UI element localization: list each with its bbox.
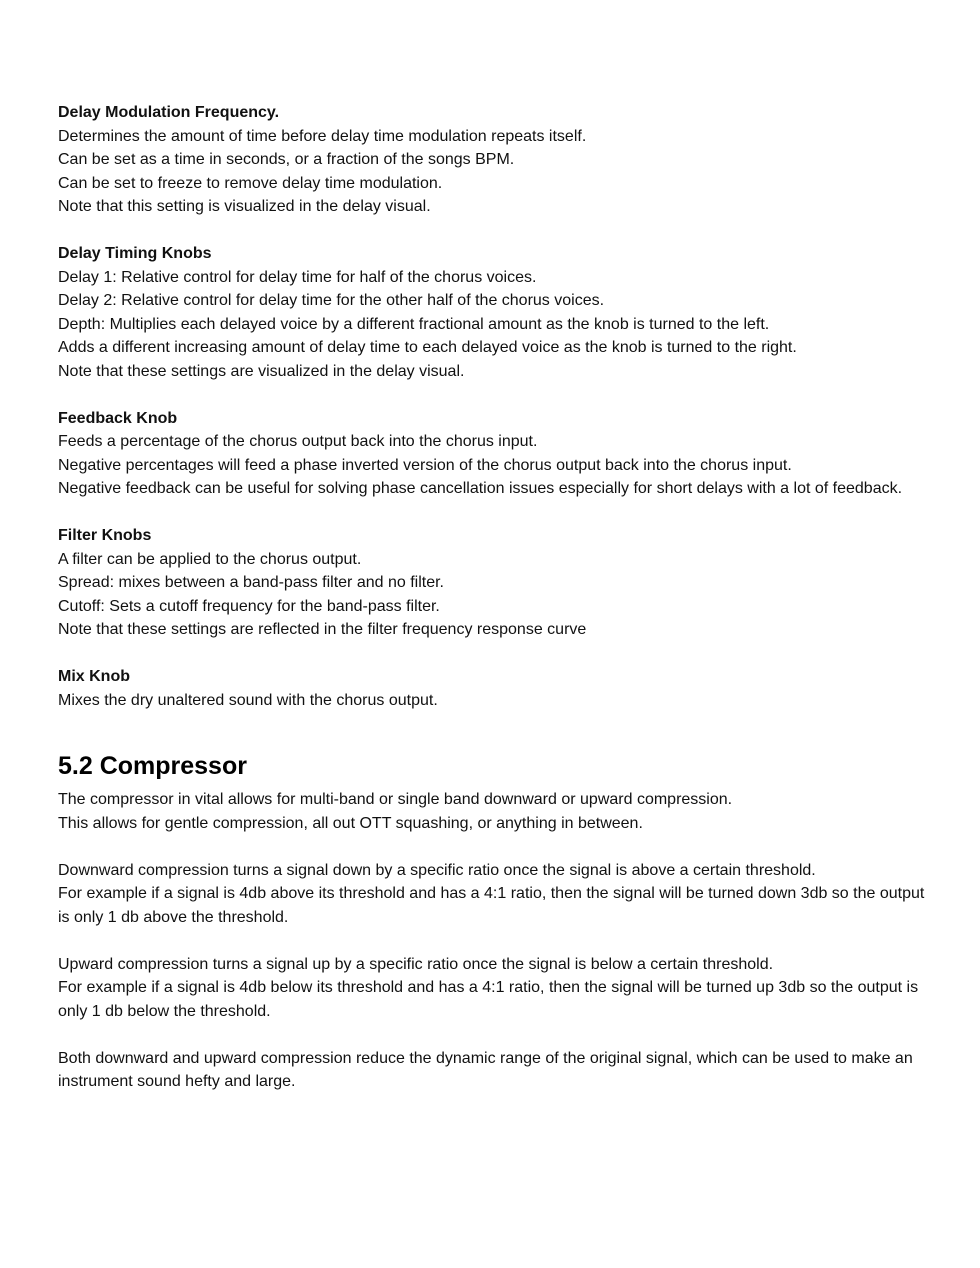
section-line: Negative feedback can be useful for solving phase cancellation issues especially for short delays with a lot of feedback. — [58, 480, 903, 497]
paragraph-line: Upward compression turns a signal up by a specific ratio once the signal is below a certain threshold. — [58, 955, 774, 973]
section-line: Depth: Multiplies each delayed voice by a different fractional amount as the knob is turned to the left. — [58, 315, 770, 333]
section-title: Filter Knobs — [58, 527, 152, 544]
section-line: A filter can be applied to the chorus output. — [58, 550, 362, 568]
section-line: Negative percentages will feed a phase inverted version of the chorus output back into the chorus input. — [58, 456, 792, 474]
section-line: Determines the amount of time before delay time modulation repeats itself. — [58, 127, 587, 145]
section-line: Note that this setting is visualized in the delay visual. — [58, 198, 431, 215]
section-line: Adds a different increasing amount of delay time to each delayed voice as the knob is turned to the right. — [58, 339, 797, 356]
section-line: Delay 2: Relative control for delay time for the other half of the chorus voices. — [58, 292, 605, 309]
section-line: Mixes the dry unaltered sound with the chorus output. — [58, 691, 438, 709]
section-title: Delay Modulation Frequency. — [58, 104, 280, 121]
section-delay-modulation-frequency — [58, 101, 928, 219]
section-delay-timing-knobs — [58, 242, 928, 383]
paragraph-line: For example if a signal is 4db above its threshold and has a 4:1 ratio, then the signal will be turned down 3db so the output is only 1 db above the threshold. — [58, 885, 925, 926]
paragraph-line: Downward compression turns a signal down by a specific ratio once the signal is above a certain threshold. — [58, 861, 816, 879]
section-feedback-knob — [58, 407, 928, 501]
section-line: Can be set to freeze to remove delay time modulation. — [58, 174, 443, 192]
section-line: Can be set as a time in seconds, or a fraction of the songs BPM. — [58, 151, 515, 168]
compressor-paragraph — [58, 953, 928, 1024]
section-title: Feedback Knob — [58, 409, 178, 427]
paragraph-line: Both downward and upward compression reduce the dynamic range of the original signal, which can be used to make an instrument sound hefty and large. — [58, 1049, 913, 1090]
chapter-heading-compressor: 5.2 Compressor — [58, 752, 247, 780]
document-page — [58, 101, 928, 1117]
paragraph-line: For example if a signal is 4db below its threshold and has a 4:1 ratio, then the signal will be turned up 3db so the output is only 1 db below the threshold. — [58, 979, 919, 1020]
section-title: Mix Knob — [58, 668, 130, 685]
compressor-paragraph — [58, 1047, 928, 1094]
section-line: Note that these settings are visualized in the delay visual. — [58, 362, 465, 380]
section-line: Cutoff: Sets a cutoff frequency for the band-pass filter. — [58, 597, 440, 615]
paragraph-line: This allows for gentle compression, all out OTT squashing, or anything in between. — [58, 814, 643, 832]
section-filter-knobs — [58, 524, 928, 642]
paragraph-line: The compressor in vital allows for multi-band or single band downward or upward compression. — [58, 791, 733, 808]
section-line: Delay 1: Relative control for delay time for half of the chorus voices. — [58, 268, 537, 286]
section-title: Delay Timing Knobs — [58, 245, 212, 262]
compressor-paragraph — [58, 859, 928, 930]
section-line: Feeds a percentage of the chorus output back into the chorus input. — [58, 433, 538, 450]
compressor-paragraph — [58, 788, 928, 835]
section-mix-knob — [58, 665, 928, 712]
section-line: Note that these settings are reflected in the filter frequency response curve — [58, 621, 587, 638]
section-line: Spread: mixes between a band-pass filter and no filter. — [58, 574, 444, 591]
